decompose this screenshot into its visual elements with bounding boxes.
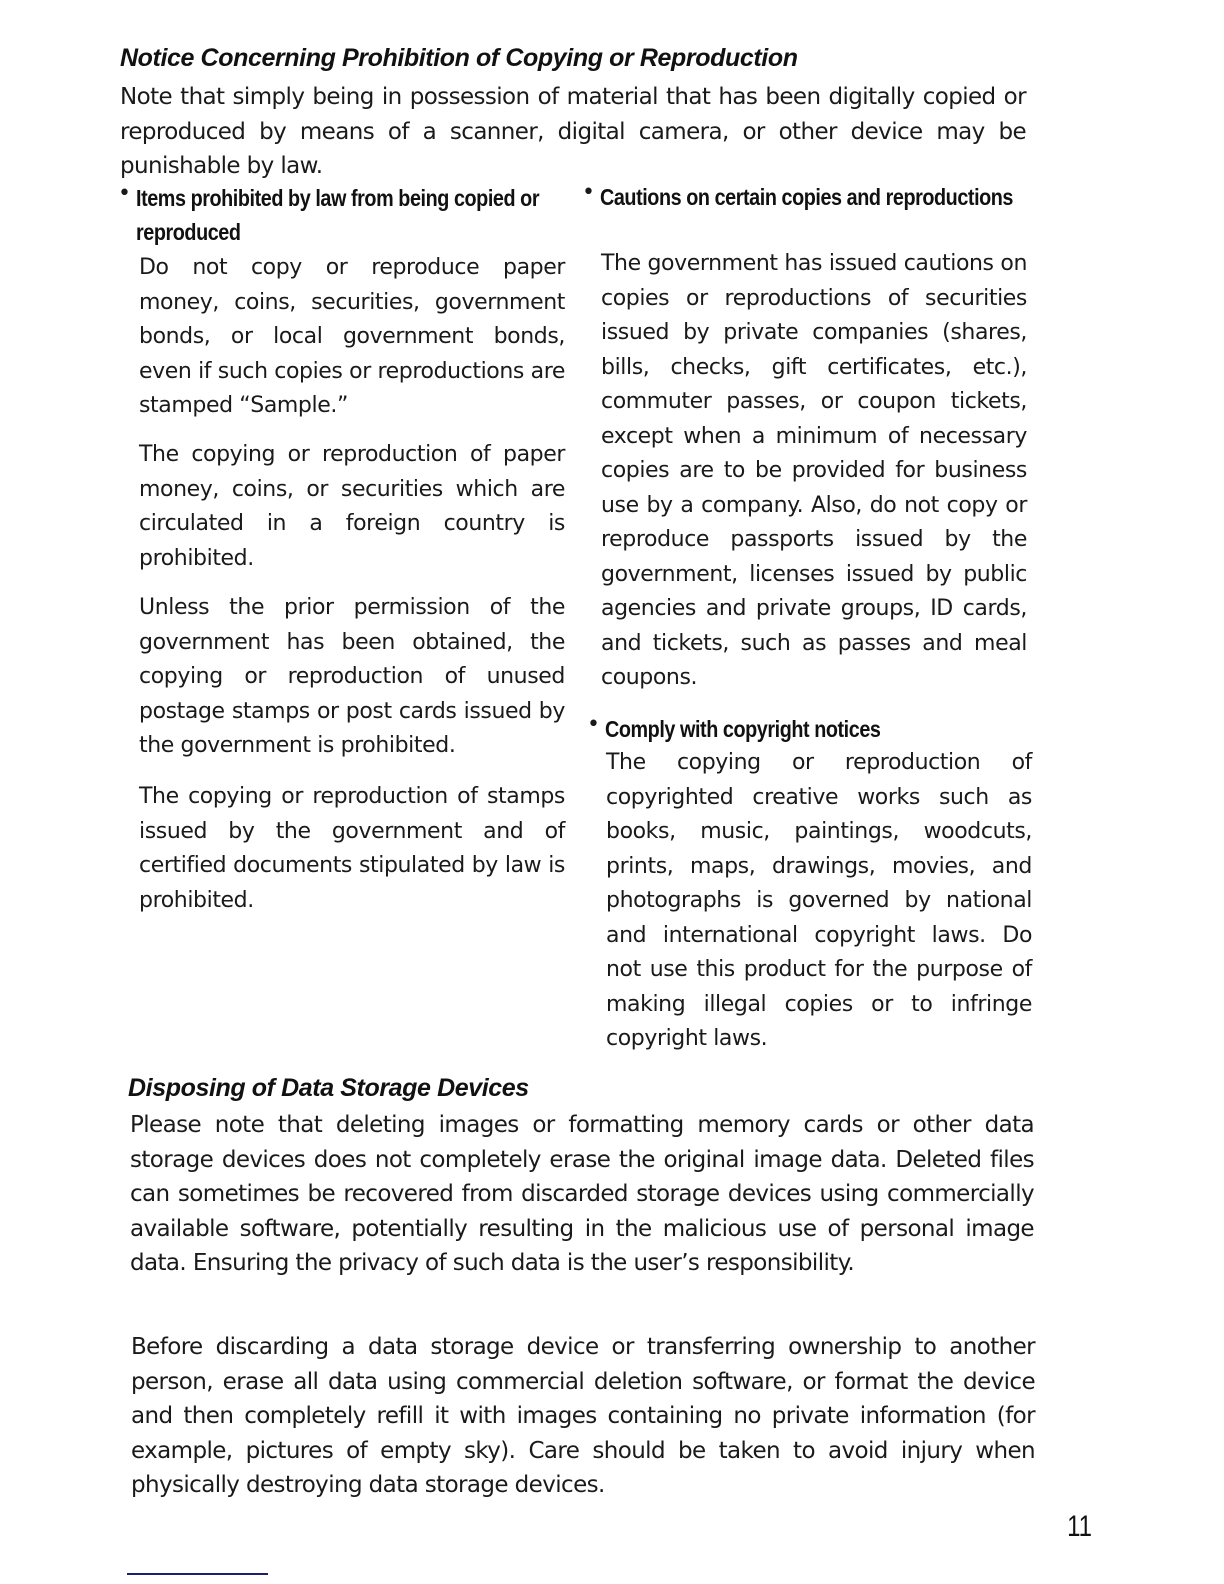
disposing-paragraph-2: Before discarding a data storage device or transferring ownership to another person, erase all data using commercial deletion software, or format the device and then completely refill it with images containing no private information (for example, pictures of empty sky). Care should be taken to avoid injury when physically destroying data storage devices.: [131, 1334, 1035, 1498]
left-paragraph-4: The copying or reproduction of stamps issued by the government and of certified documents stipulated by law is prohibited.: [139, 784, 565, 913]
copyright-heading: Comply with copyright notices: [605, 716, 881, 742]
bullet-icon: •: [582, 180, 595, 205]
copying-notice-title: Notice Concerning Prohibition of Copying or Reproduction: [120, 44, 798, 72]
cautions-heading-block: [582, 180, 1090, 214]
page-number: 11: [1067, 1510, 1093, 1543]
footer-rule: [127, 1573, 268, 1575]
left-column-heading: Items prohibited by law from being copied or reproduced: [136, 185, 540, 245]
bullet-icon: •: [118, 181, 131, 206]
disposing-title: Disposing of Data Storage Devices: [128, 1074, 529, 1102]
left-paragraph-2: The copying or reproduction of paper money, coins, or securities which are circulated in a foreign country is prohibited.: [139, 442, 565, 571]
cautions-text: The government has issued cautions on copies or reproductions of securities issued by private companies (shares, bills, checks, gift certificates, etc.), commuter passes, or coupon tickets, except when a minimum of necessary copies are to be provided for business use by a company. Also, do not copy or reproduce passports issued by the government, licenses issued by public agencies and private groups, ID cards, and tickets, such as passes and meal coupons.: [601, 251, 1027, 690]
left-column-heading-block: [118, 181, 636, 249]
bullet-icon: •: [587, 712, 600, 737]
copying-notice-intro: Note that simply being in possession of material that has been digitally copied or reproduced by means of a scanner, digital camera, or other device may be punishable by law.: [120, 84, 1026, 179]
copyright-text-body: The copying or reproduction of copyrighted creative works such as books, music, paintings, woodcuts, prints, maps, drawings, movies, and photographs is governed by national and international copyright laws. Do not use this product for the purpose of making illegal copies or to infringe copyright laws.: [606, 750, 1032, 1051]
cautions-heading: Cautions on certain copies and reproductions: [600, 184, 1014, 210]
copyright-heading-block: [587, 712, 1095, 746]
left-paragraph-3: Unless the prior permission of the government has been obtained, the copying or reproduction of unused postage stamps or post cards issued by the government is prohibited.: [139, 595, 565, 758]
left-paragraph-1: Do not copy or reproduce paper money, coins, securities, government bonds, or local government bonds, even if such copies or reproductions are stamped “Sample.”: [139, 255, 565, 418]
disposing-paragraph-1: Please note that deleting images or formatting memory cards or other data storage devices does not completely erase the original image data. Deleted files can sometimes be recovered from discarded storage devices using commercially available software, potentially resulting in the malicious use of personal image data. Ensuring the privacy of such data is the user’s responsibility.: [130, 1112, 1034, 1276]
